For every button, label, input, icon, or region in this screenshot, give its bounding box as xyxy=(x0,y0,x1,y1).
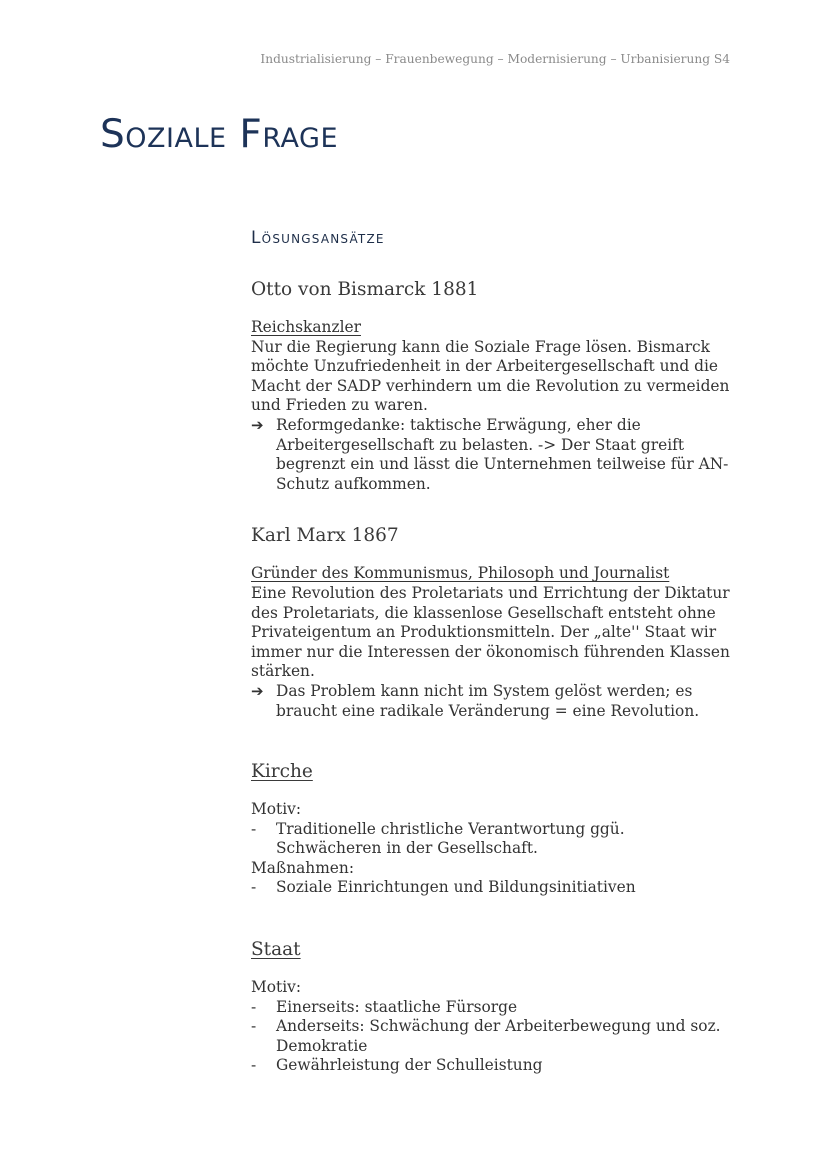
list-item-text: Gewährleistung der Schulleistung xyxy=(276,1056,543,1075)
kirche-motiv-label: Motiv: xyxy=(251,800,302,819)
kirche-massnahmen-label: Maßnahmen: xyxy=(251,858,355,877)
arrow-right-icon: ➔ xyxy=(251,415,264,434)
list-item xyxy=(251,878,731,898)
dash-bullet: - xyxy=(251,997,257,1016)
bismarck-conclusion xyxy=(251,416,731,494)
list-item-text: Soziale Einrichtungen und Bildungsinitiativen xyxy=(276,878,636,897)
list-item-text: Einerseits: staatliche Fürsorge xyxy=(276,997,518,1016)
list-item-text: Anderseits: Schwächung der Arbeiterbewegung und soz. Demokratie xyxy=(276,1017,721,1055)
dash-bullet: - xyxy=(251,819,257,838)
bismarck-section xyxy=(251,278,731,494)
bismarck-paragraph: Nur die Regierung kann die Soziale Frage lösen. Bismarck möchte Unzufriedenheit in der Arbeitergesellschaft und die Macht der SADP verhindern um die Revolution zu vermeiden und Frieden zu waren. xyxy=(251,337,730,415)
dash-bullet: - xyxy=(251,1056,257,1075)
marx-conclusion xyxy=(251,682,731,721)
marx-heading: Karl Marx 1867 xyxy=(251,525,399,547)
bismarck-heading: Otto von Bismarck 1881 xyxy=(251,279,479,300)
marx-conclusion-text: Das Problem kann nicht im System gelöst werden; es braucht eine radikale Veränderung = eine Revolution. xyxy=(276,681,700,720)
staat-heading: Staat xyxy=(251,939,301,961)
list-item xyxy=(251,1017,731,1056)
page-title: Soziale Frage xyxy=(100,112,339,157)
section-heading: Lösungsansätze xyxy=(251,228,385,248)
marx-role: Gründer des Kommunismus, Philosoph und Journalist xyxy=(251,564,670,583)
kirche-heading: Kirche xyxy=(251,761,313,783)
list-item xyxy=(251,820,731,859)
bismarck-role: Reichskanzler xyxy=(251,318,361,336)
document-body xyxy=(251,226,731,1076)
staat-section xyxy=(251,938,731,1076)
dash-bullet: - xyxy=(251,878,257,897)
staat-motiv-label: Motiv: xyxy=(251,978,302,997)
arrow-right-icon: ➔ xyxy=(251,681,264,700)
list-item xyxy=(251,998,731,1018)
bismarck-conclusion-text: Reformgedanke: taktische Erwägung, eher die Arbeitergesellschaft zu belasten. -> Der Staat greift begrenzt ein und lässt die Unternehmen teilweise für AN-Schutz aufkommen. xyxy=(276,415,729,493)
list-item xyxy=(251,1056,731,1076)
list-item-text: Traditionelle christliche Verantwortung ggü. Schwächeren in der Gesellschaft. xyxy=(276,819,625,858)
kirche-section xyxy=(251,760,731,898)
marx-section xyxy=(251,524,731,721)
marx-paragraph: Eine Revolution des Proletariats und Errichtung der Diktatur des Proletariats, die klassenlose Gesellschaft entsteht ohne Privateigentum an Produktionsmitteln. Der „alte'' Staat wir immer nur die Interessen der ökonomisch führenden Klassen stärken. xyxy=(251,583,730,681)
dash-bullet: - xyxy=(251,1017,257,1036)
running-header: Industrialisierung – Frauenbewegung – Modernisierung – Urbanisierung S4 xyxy=(260,52,730,66)
